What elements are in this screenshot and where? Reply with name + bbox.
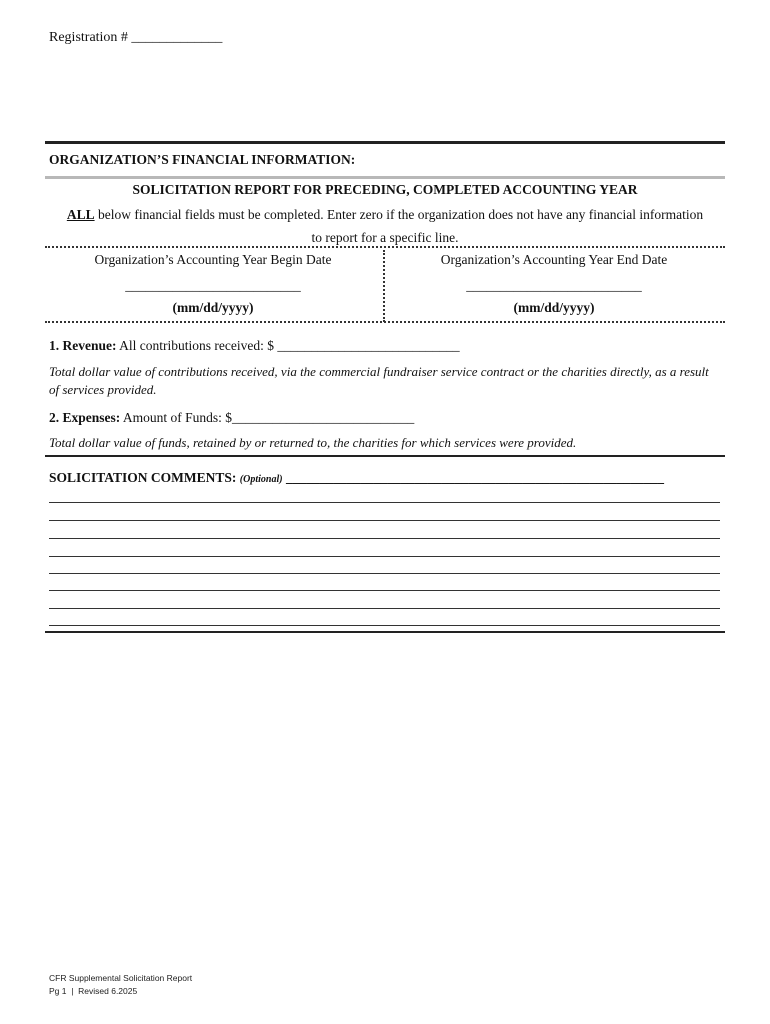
instructions-emphasis: ALL bbox=[66, 207, 95, 222]
comment-line[interactable] bbox=[49, 625, 720, 626]
dates-bottom-rule bbox=[45, 321, 725, 323]
expenses-line bbox=[49, 410, 414, 426]
comments-first-line[interactable]: ________________________________________________________ bbox=[285, 470, 664, 485]
revenue-label: 1. Revenue: bbox=[49, 338, 117, 353]
dates-top-rule bbox=[45, 246, 725, 248]
comments-top-rule bbox=[45, 455, 725, 457]
comments-label: SOLICITATION COMMENTS: bbox=[49, 470, 237, 485]
footer-title: CFR Supplemental Solicitation Report bbox=[49, 973, 193, 983]
revenue-note: Total dollar value of contributions received, via the commercial fundraiser service contract or the charities directly, as a result of services provided. bbox=[49, 364, 709, 397]
footer-page-info: Pg 1 | Revised 6.2025 bbox=[49, 986, 138, 996]
revenue-text: All contributions received: $ bbox=[116, 338, 278, 353]
revenue-line bbox=[49, 338, 460, 354]
comments-optional: (Optional) bbox=[239, 474, 283, 485]
registration-number-field[interactable]: Registration # _____________ bbox=[49, 30, 223, 45]
begin-date-format: (mm/dd/yyyy) bbox=[172, 300, 254, 315]
begin-date-label: Organization’s Accounting Year Begin Date bbox=[94, 252, 332, 267]
comment-line[interactable] bbox=[49, 573, 720, 574]
instructions-text: below financial fields must be completed. Enter zero if the organization does not have any financial information to report for a specific line. bbox=[94, 207, 704, 245]
expenses-amount-field[interactable]: ___________________________ bbox=[232, 410, 415, 425]
expenses-text: Amount of Funds: $ bbox=[120, 410, 233, 425]
begin-date-field[interactable]: __________________________ bbox=[125, 278, 301, 293]
end-date-format: (mm/dd/yyyy) bbox=[513, 300, 595, 315]
section-title: ORGANIZATION’S FINANCIAL INFORMATION: bbox=[49, 152, 356, 167]
section-top-rule bbox=[45, 141, 725, 144]
comment-line[interactable] bbox=[49, 590, 720, 591]
instructions bbox=[60, 203, 710, 249]
comment-line[interactable] bbox=[49, 556, 720, 557]
report-title: SOLICITATION REPORT FOR PRECEDING, COMPLETED ACCOUNTING YEAR bbox=[132, 182, 638, 197]
end-date-block bbox=[389, 252, 719, 316]
expenses-label: 2. Expenses: bbox=[49, 410, 121, 425]
revenue-amount-field[interactable]: ___________________________ bbox=[277, 338, 460, 353]
end-date-field[interactable]: __________________________ bbox=[466, 278, 642, 293]
comments-bottom-rule bbox=[45, 631, 725, 633]
dates-divider bbox=[383, 250, 385, 322]
comment-line[interactable] bbox=[49, 520, 720, 521]
comment-line[interactable] bbox=[49, 538, 720, 539]
expenses-note: Total dollar value of funds, retained by or returned to, the charities for which services were provided. bbox=[49, 435, 577, 450]
comment-line[interactable] bbox=[49, 502, 720, 503]
begin-date-block bbox=[48, 252, 378, 316]
comment-line[interactable] bbox=[49, 608, 720, 609]
end-date-label: Organization’s Accounting Year End Date bbox=[440, 252, 668, 267]
page-footer bbox=[49, 972, 192, 998]
section-title-rule bbox=[45, 176, 725, 179]
comments-heading bbox=[49, 470, 664, 486]
